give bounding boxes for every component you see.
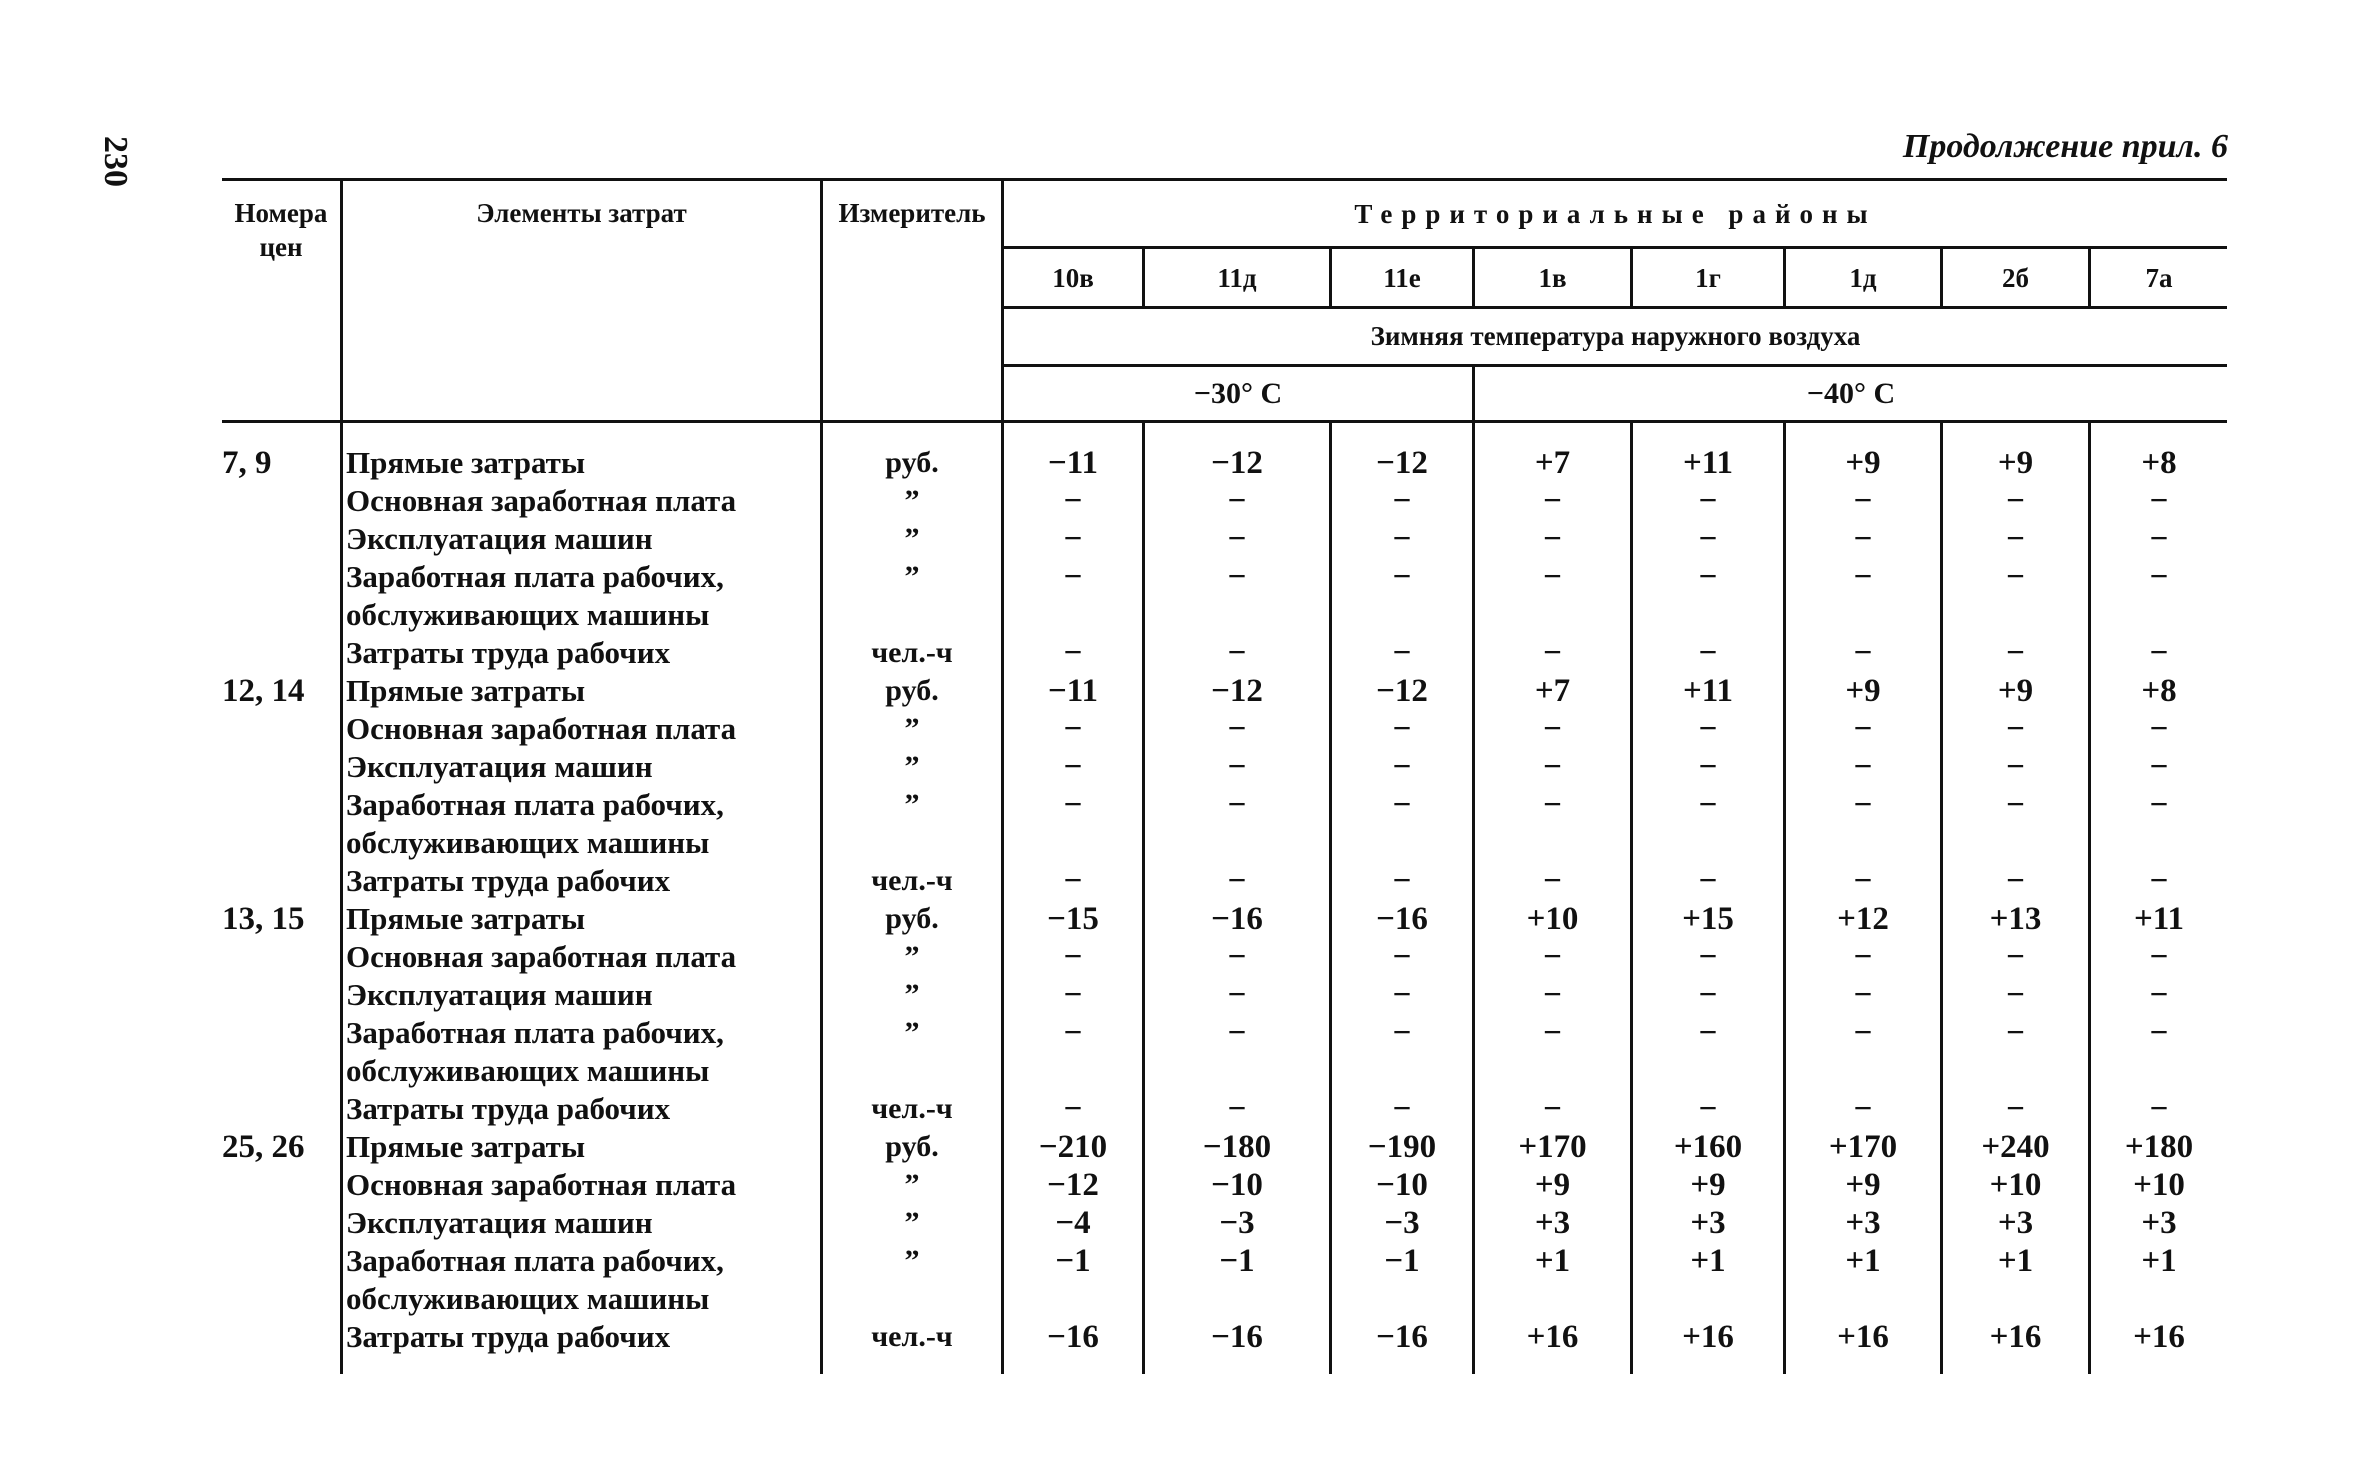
- row-value: −: [1227, 711, 1247, 747]
- row-value: −12: [1211, 673, 1263, 709]
- row-value: −: [2149, 635, 2169, 671]
- row-value: −: [1063, 749, 1083, 785]
- row-value: −: [1853, 939, 1873, 975]
- row-value: [1633, 1280, 1783, 1318]
- row-value: −: [1227, 787, 1247, 823]
- row-unit: ”: [904, 978, 920, 1011]
- row-value: −: [1063, 977, 1083, 1013]
- row-value: +1: [1690, 1243, 1726, 1279]
- row-cost-element: Основная заработная плата: [346, 483, 737, 518]
- row-value: [2091, 1280, 2227, 1318]
- row-price-number: 7, 9: [222, 445, 272, 481]
- row-value: −10: [1376, 1167, 1428, 1203]
- row-value: [1004, 824, 1142, 862]
- row-unit: руб.: [885, 674, 939, 707]
- row-value: +8: [2141, 673, 2177, 709]
- row-value: [1943, 596, 2088, 634]
- row-value: −: [2149, 521, 2169, 557]
- row-value: −: [2006, 521, 2025, 557]
- row-value: −: [2006, 483, 2025, 519]
- row-value: −: [1227, 483, 1247, 519]
- row-cost-element: обслуживающих машины: [346, 825, 710, 860]
- row-cost-element: обслуживающих машины: [346, 597, 710, 632]
- row-value: [1332, 596, 1472, 634]
- row-value: −: [2006, 863, 2025, 899]
- row-value: [1332, 1052, 1472, 1090]
- row-price-number: [222, 824, 340, 862]
- row-value: +9: [1845, 673, 1881, 709]
- row-value: −: [2149, 977, 2169, 1013]
- row-unit: чел.-ч: [871, 1092, 953, 1125]
- row-value: +8: [2141, 445, 2177, 481]
- row-value: −: [1698, 787, 1718, 823]
- row-unit: ”: [904, 1016, 920, 1049]
- row-value: [1004, 1280, 1142, 1318]
- row-value: [1475, 596, 1630, 634]
- row-value: −: [2006, 1091, 2025, 1127]
- row-value: −1: [1055, 1243, 1091, 1279]
- row-price-number: [222, 1318, 340, 1356]
- row-value: +3: [1690, 1205, 1726, 1241]
- row-value: [1943, 1052, 2088, 1090]
- row-value: −: [1853, 977, 1873, 1013]
- row-value: −: [1392, 939, 1412, 975]
- row-value: +16: [1682, 1319, 1734, 1355]
- header-unit: Измеритель: [838, 198, 986, 228]
- row-value: −: [2006, 1015, 2025, 1051]
- row-value: −: [2149, 559, 2169, 595]
- row-value: −: [1392, 559, 1412, 595]
- row-value: +16: [1526, 1319, 1579, 1355]
- row-cost-element: Основная заработная плата: [346, 711, 737, 746]
- row-value: [1004, 1052, 1142, 1090]
- district-10v: 10в: [1052, 263, 1094, 293]
- row-value: −: [1063, 559, 1083, 595]
- continuation-caption: Продолжение прил. 6: [1902, 128, 2228, 165]
- row-unit: ”: [904, 522, 920, 555]
- row-value: +1: [1997, 1243, 2034, 1279]
- row-value: −: [1543, 559, 1562, 595]
- row-value: −: [1543, 1015, 1562, 1051]
- row-value: −: [1227, 977, 1247, 1013]
- row-value: −: [1853, 559, 1873, 595]
- row-unit: ”: [904, 1168, 920, 1201]
- row-value: +9: [1845, 1167, 1881, 1203]
- row-unit: ”: [904, 712, 920, 745]
- row-value: −: [2006, 711, 2025, 747]
- row-unit: руб.: [885, 446, 939, 479]
- row-value: −11: [1048, 673, 1098, 709]
- row-cost-element: Заработная плата рабочих,: [346, 559, 724, 594]
- row-price-number: [222, 634, 340, 672]
- row-cost-element: обслуживающих машины: [346, 1281, 710, 1316]
- row-value: −: [1392, 483, 1412, 519]
- row-unit: ”: [904, 1244, 920, 1277]
- row-value: −: [1853, 521, 1873, 557]
- row-value: −: [1543, 521, 1562, 557]
- row-value: −: [1698, 559, 1718, 595]
- row-cost-element: обслуживающих машины: [346, 1053, 710, 1088]
- row-unit: [823, 596, 1001, 634]
- row-value: +10: [1989, 1167, 2042, 1203]
- row-value: −12: [1376, 445, 1428, 481]
- row-value: −190: [1367, 1129, 1437, 1165]
- row-cost-element: Затраты труда рабочих: [346, 863, 671, 898]
- row-value: +3: [1534, 1205, 1571, 1241]
- row-value: +3: [1997, 1205, 2034, 1241]
- row-value: −: [1543, 749, 1562, 785]
- row-value: −: [1392, 521, 1412, 557]
- row-value: +180: [2124, 1129, 2194, 1165]
- row-unit: [823, 1052, 1001, 1090]
- row-value: −16: [1376, 1319, 1428, 1355]
- row-value: −: [2149, 749, 2169, 785]
- row-value: −: [1698, 1091, 1718, 1127]
- row-value: [1004, 596, 1142, 634]
- row-cost-element: Основная заработная плата: [346, 939, 737, 974]
- row-value: −: [1853, 483, 1873, 519]
- row-value: −: [1853, 749, 1873, 785]
- row-cost-element: Эксплуатация машин: [346, 1205, 653, 1240]
- row-value: [1332, 1280, 1472, 1318]
- row-value: −: [1392, 635, 1412, 671]
- row-value: −16: [1211, 901, 1263, 937]
- row-value: −: [1698, 521, 1718, 557]
- row-unit: чел.-ч: [871, 1320, 953, 1353]
- row-unit: [823, 824, 1001, 862]
- row-price-number: [222, 1242, 340, 1280]
- row-price-number: [222, 710, 340, 748]
- row-value: −: [1063, 521, 1083, 557]
- row-value: +1: [1845, 1243, 1881, 1279]
- row-cost-element: Прямые затраты: [346, 901, 586, 936]
- row-value: −12: [1047, 1167, 1099, 1203]
- row-value: −: [1392, 787, 1412, 823]
- row-value: +3: [2141, 1205, 2177, 1241]
- row-unit: ”: [904, 788, 920, 821]
- row-value: −: [2149, 711, 2169, 747]
- row-unit: чел.-ч: [871, 864, 953, 897]
- header-cost-elements: Элементы затрат: [476, 198, 687, 228]
- row-value: −10: [1211, 1167, 1263, 1203]
- row-value: +170: [1518, 1129, 1587, 1165]
- row-price-number: [222, 748, 340, 786]
- row-value: −: [1543, 939, 1562, 975]
- row-unit: [823, 1280, 1001, 1318]
- row-unit: ”: [904, 560, 920, 593]
- district-1g: 1г: [1695, 263, 1721, 293]
- row-value: [1943, 824, 2088, 862]
- row-value: −: [1543, 977, 1562, 1013]
- row-unit: ”: [904, 1206, 920, 1239]
- row-cost-element: Затраты труда рабочих: [346, 635, 671, 670]
- row-value: +12: [1837, 901, 1889, 937]
- row-value: [1943, 1280, 2088, 1318]
- row-value: −: [1227, 1015, 1247, 1051]
- row-value: −: [2149, 787, 2169, 823]
- row-value: −3: [1384, 1205, 1420, 1241]
- row-unit: ”: [904, 484, 920, 517]
- row-value: +7: [1534, 445, 1571, 481]
- row-value: −: [1392, 1015, 1412, 1051]
- row-value: [1332, 824, 1472, 862]
- row-value: −12: [1376, 673, 1428, 709]
- page-number: 230: [97, 136, 134, 187]
- row-price-number: [222, 1014, 340, 1052]
- row-value: +16: [1989, 1319, 2042, 1355]
- row-price-number: [222, 786, 340, 824]
- row-value: −: [1698, 711, 1718, 747]
- row-value: −: [1698, 749, 1718, 785]
- row-value: +160: [1673, 1129, 1743, 1165]
- row-value: −: [1392, 711, 1412, 747]
- row-price-number: [222, 938, 340, 976]
- row-value: −: [1853, 787, 1873, 823]
- row-value: −: [1063, 1091, 1083, 1127]
- row-value: −: [1543, 483, 1562, 519]
- row-value: −: [2149, 939, 2169, 975]
- row-value: +10: [2133, 1167, 2185, 1203]
- row-value: [1633, 824, 1783, 862]
- row-value: −: [1698, 939, 1718, 975]
- row-value: +9: [1534, 1167, 1571, 1203]
- row-price-number: [222, 596, 340, 634]
- row-value: +9: [1997, 445, 2034, 481]
- row-value: +10: [1526, 901, 1579, 937]
- row-value: −: [2006, 559, 2025, 595]
- district-2b: 2б: [2002, 263, 2029, 293]
- row-value: [2091, 596, 2227, 634]
- row-value: −: [2006, 635, 2025, 671]
- header-winter-temperature: Зимняя температура наружного воздуха: [1370, 321, 1861, 351]
- row-unit: ”: [904, 940, 920, 973]
- row-cost-element: Прямые затраты: [346, 1129, 586, 1164]
- row-price-number: [222, 862, 340, 900]
- row-cost-element: Затраты труда рабочих: [346, 1319, 671, 1354]
- district-1v: 1в: [1538, 263, 1567, 293]
- row-value: −: [2149, 1091, 2169, 1127]
- row-value: −: [1227, 521, 1247, 557]
- header-price-numbers: Номера цен: [234, 198, 328, 262]
- row-value: [1145, 824, 1329, 862]
- row-cost-element: Прямые затраты: [346, 445, 586, 480]
- row-value: −: [1853, 635, 1873, 671]
- row-cost-element: Прямые затраты: [346, 673, 586, 708]
- row-price-number: [222, 482, 340, 520]
- row-value: [2091, 1052, 2227, 1090]
- row-value: −210: [1038, 1129, 1108, 1165]
- row-value: +13: [1989, 901, 2042, 937]
- row-value: −: [1227, 559, 1247, 595]
- row-value: −: [2149, 863, 2169, 899]
- row-value: −: [1853, 1091, 1873, 1127]
- row-value: [1786, 1280, 1940, 1318]
- row-value: [2091, 824, 2227, 862]
- row-unit: ”: [904, 750, 920, 783]
- row-value: [1633, 596, 1783, 634]
- row-value: −: [1543, 711, 1562, 747]
- row-value: −3: [1219, 1205, 1255, 1241]
- row-value: +15: [1682, 901, 1734, 937]
- row-value: +16: [1837, 1319, 1889, 1355]
- row-cost-element: Заработная плата рабочих,: [346, 1243, 724, 1278]
- row-value: −: [1063, 711, 1083, 747]
- row-value: −: [1227, 863, 1247, 899]
- row-value: +1: [2141, 1243, 2177, 1279]
- row-cost-element: Эксплуатация машин: [346, 521, 653, 556]
- row-price-number: 12, 14: [222, 673, 305, 709]
- row-cost-element: Заработная плата рабочих,: [346, 787, 724, 822]
- row-value: −: [1392, 749, 1412, 785]
- row-price-number: [222, 1204, 340, 1242]
- row-value: −: [2006, 977, 2025, 1013]
- row-value: −: [1543, 1091, 1562, 1127]
- row-value: −: [1543, 635, 1562, 671]
- row-cost-element: Заработная плата рабочих,: [346, 1015, 724, 1050]
- row-value: −: [1853, 863, 1873, 899]
- row-value: −15: [1047, 901, 1099, 937]
- district-1d: 1д: [1849, 263, 1877, 293]
- row-unit: руб.: [885, 902, 939, 935]
- row-price-number: 25, 26: [222, 1129, 305, 1165]
- row-price-number: [222, 1280, 340, 1318]
- row-value: −: [1698, 863, 1718, 899]
- row-value: −: [1227, 1091, 1247, 1127]
- row-value: [1633, 1052, 1783, 1090]
- row-value: +16: [2133, 1319, 2185, 1355]
- header-territorial-districts: Территориальные районы: [1354, 199, 1877, 229]
- row-value: −: [1063, 787, 1083, 823]
- row-value: −: [1063, 635, 1083, 671]
- row-value: −: [1698, 1015, 1718, 1051]
- row-value: +11: [1683, 445, 1733, 481]
- row-value: +9: [1690, 1167, 1726, 1203]
- row-value: −: [1392, 977, 1412, 1013]
- row-value: −16: [1376, 901, 1428, 937]
- row-value: −: [1063, 863, 1083, 899]
- row-value: −1: [1219, 1243, 1255, 1279]
- row-value: +9: [1845, 445, 1881, 481]
- row-value: [1145, 596, 1329, 634]
- row-value: −: [1063, 1015, 1083, 1051]
- row-value: −4: [1055, 1205, 1091, 1241]
- row-value: −1: [1384, 1243, 1420, 1279]
- row-value: −: [1698, 977, 1718, 1013]
- row-value: +11: [2134, 901, 2184, 937]
- row-value: [1786, 596, 1940, 634]
- row-value: [1786, 1052, 1940, 1090]
- row-value: [1786, 824, 1940, 862]
- row-value: −: [1698, 635, 1718, 671]
- row-value: −12: [1211, 445, 1263, 481]
- temp-group-minus40: −40° С: [1806, 377, 1896, 410]
- row-value: −: [2149, 483, 2169, 519]
- row-value: −: [1543, 863, 1562, 899]
- row-value: −: [1227, 635, 1247, 671]
- row-value: −: [2006, 787, 2025, 823]
- district-11e: 11е: [1383, 263, 1421, 293]
- row-cost-element: Эксплуатация машин: [346, 977, 653, 1012]
- row-unit: чел.-ч: [871, 636, 953, 669]
- row-price-number: [222, 520, 340, 558]
- row-value: +170: [1828, 1129, 1898, 1165]
- row-value: −16: [1047, 1319, 1099, 1355]
- row-value: [1145, 1052, 1329, 1090]
- row-price-number: [222, 1090, 340, 1128]
- district-7a: 7а: [2145, 263, 2173, 293]
- row-value: +9: [1997, 673, 2034, 709]
- row-value: −: [2006, 749, 2025, 785]
- temp-group-minus30: −30° С: [1193, 377, 1283, 410]
- row-unit: руб.: [885, 1130, 939, 1163]
- row-cost-element: Эксплуатация машин: [346, 749, 653, 784]
- district-11d: 11д: [1217, 263, 1257, 293]
- row-value: −: [1227, 749, 1247, 785]
- row-value: +7: [1534, 673, 1571, 709]
- row-price-number: 13, 15: [222, 901, 305, 937]
- row-value: −: [1392, 863, 1412, 899]
- row-value: [1145, 1280, 1329, 1318]
- row-price-number: [222, 1052, 340, 1090]
- row-value: −: [1543, 787, 1562, 823]
- row-value: −: [1063, 939, 1083, 975]
- row-value: −: [1392, 1091, 1412, 1127]
- row-value: [1475, 1052, 1630, 1090]
- row-value: −: [1227, 939, 1247, 975]
- row-value: −: [1853, 1015, 1873, 1051]
- row-cost-element: Затраты труда рабочих: [346, 1091, 671, 1126]
- row-value: −: [2149, 1015, 2169, 1051]
- row-value: −: [2006, 939, 2025, 975]
- row-value: +3: [1845, 1205, 1881, 1241]
- row-price-number: [222, 558, 340, 596]
- row-value: [1475, 824, 1630, 862]
- row-price-number: [222, 976, 340, 1014]
- row-value: −: [1853, 711, 1873, 747]
- row-price-number: [222, 1166, 340, 1204]
- row-value: +1: [1534, 1243, 1571, 1279]
- row-value: +240: [1981, 1129, 2050, 1165]
- row-cost-element: Основная заработная плата: [346, 1167, 737, 1202]
- row-value: −11: [1048, 445, 1098, 481]
- row-value: −180: [1202, 1129, 1272, 1165]
- row-value: −: [1698, 483, 1718, 519]
- row-value: [1475, 1280, 1630, 1318]
- row-value: +11: [1683, 673, 1733, 709]
- row-value: −: [1063, 483, 1083, 519]
- row-value: −16: [1211, 1319, 1263, 1355]
